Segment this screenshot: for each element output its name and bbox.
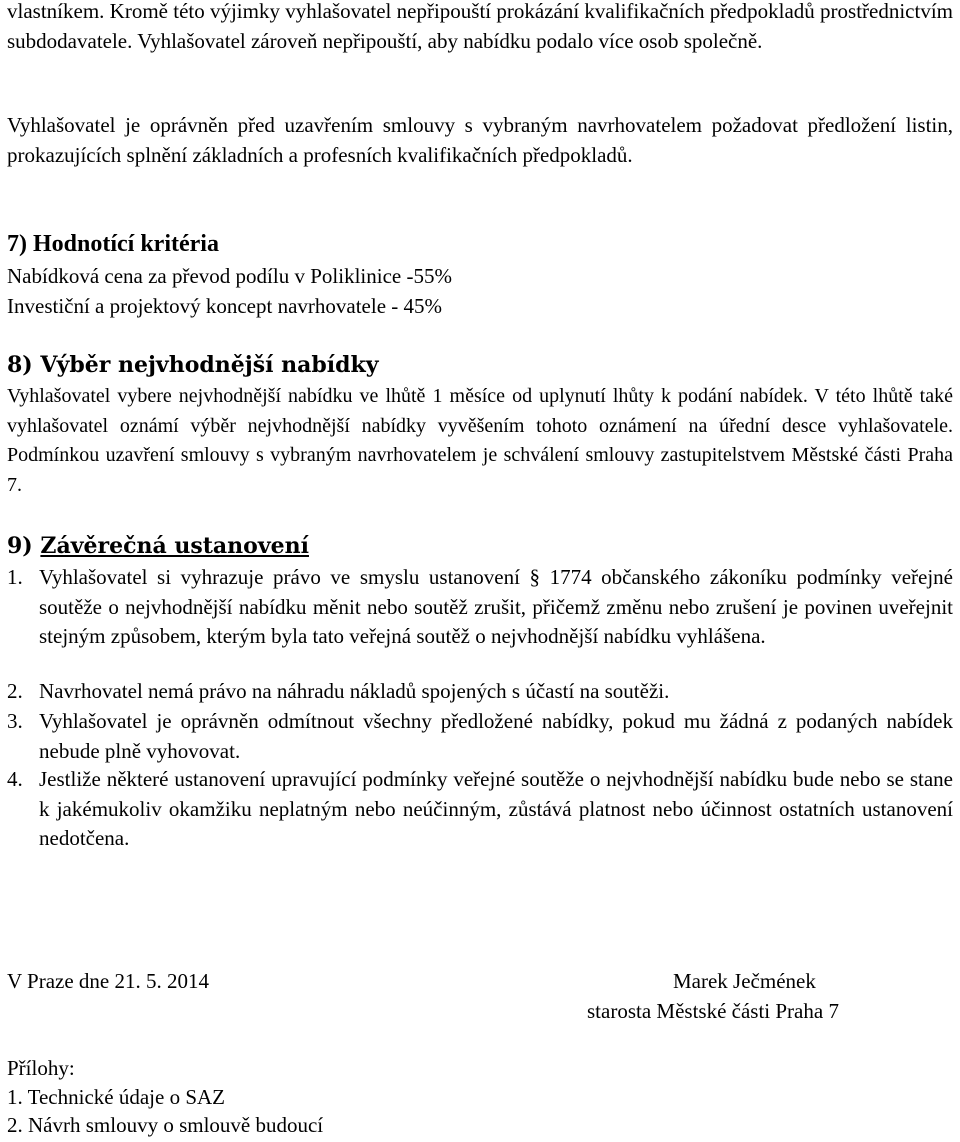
section-7-heading: 7) Hodnotící kritéria xyxy=(7,231,219,257)
section-8-number: 8) xyxy=(7,352,33,378)
criterion-concept: Investiční a projektový koncept navrhovatele - 45% xyxy=(7,294,443,318)
attachments-label: Přílohy: xyxy=(7,1056,75,1080)
place-date: V Praze dne 21. 5. 2014 xyxy=(7,969,209,993)
intro-paragraph-2: Vyhlašovatel je oprávněn před uzavřením smlouvy s vybraným navrhovatelem požadovat předložení listin, prokazujících splnění základních a profesních kvalifikačních předpokladů. xyxy=(7,113,953,167)
section-8-heading xyxy=(7,350,379,380)
attachment-1: 1. Technické údaje o SAZ xyxy=(7,1085,225,1109)
item-3-text: Vyhlašovatel je oprávněn odmítnout všechny předložené nabídky, pokud mu žádná z podaných nabídek nebude plně vyhovovat. xyxy=(39,709,953,763)
item-4-number: 4. xyxy=(7,767,23,791)
criterion-price: Nabídková cena za převod podílu v Poliklinice -55% xyxy=(7,264,452,288)
item-2-number: 2. xyxy=(7,679,23,703)
item-3-number: 3. xyxy=(7,709,23,733)
section-9-heading xyxy=(7,531,309,561)
item-1-number: 1. xyxy=(7,565,23,589)
intro-paragraph-1: vlastníkem. Kromě této výjimky vyhlašovatel nepřipouští prokázání kvalifikačních předpokladů prostřednictvím subdodavatele. Vyhlašovatel zároveň nepřipouští, aby nabídku podalo více osob společně. xyxy=(7,0,953,53)
attachment-2: 2. Návrh smlouvy o smlouvě budoucí xyxy=(7,1113,324,1137)
signatory-name: Marek Ječmének xyxy=(673,969,816,993)
section-9-title: Závěrečná ustanovení xyxy=(40,533,309,559)
item-2-text: Navrhovatel nemá právo na náhradu nákladů spojených s účastí na soutěži. xyxy=(39,679,670,703)
section-9-number: 9) xyxy=(7,533,33,559)
item-1-text: Vyhlašovatel si vyhrazuje právo ve smyslu ustanovení § 1774 občanského zákoníku podmínky veřejné soutěže o nejvhodnější nabídku měnit nebo soutěž zrušit, přičemž změnu nebo zrušení je povinen uveřejnit stejným způsobem, kterým byla tato veřejná soutěž o nejvhodnější nabídku vyhlášena. xyxy=(39,565,953,648)
signatory-role: starosta Městské části Praha 7 xyxy=(587,999,839,1023)
section-8-title: Výběr nejvhodnější nabídky xyxy=(40,352,379,378)
section-8-body: Vyhlašovatel vybere nejvhodnější nabídku ve lhůtě 1 měsíce od uplynutí lhůty k podání nabídek. V této lhůtě také vyhlašovatel oznámí výběr nejvhodnější nabídky vyvěšením tohoto oznámení na úřední desce vyhlašovatele. Podmínkou uzavření smlouvy s vybraným navrhovatelem je schválení smlouvy zastupitelstvem Městské části Praha 7. xyxy=(7,385,953,496)
item-4-text: Jestliže některé ustanovení upravující podmínky veřejné soutěže o nejvhodnější nabídku bude nebo se stane k jakémukoliv okamžiku neplatným nebo neúčinným, zůstává platnost nebo účinnost ostatních ustanovení nedotčena. xyxy=(39,767,953,850)
